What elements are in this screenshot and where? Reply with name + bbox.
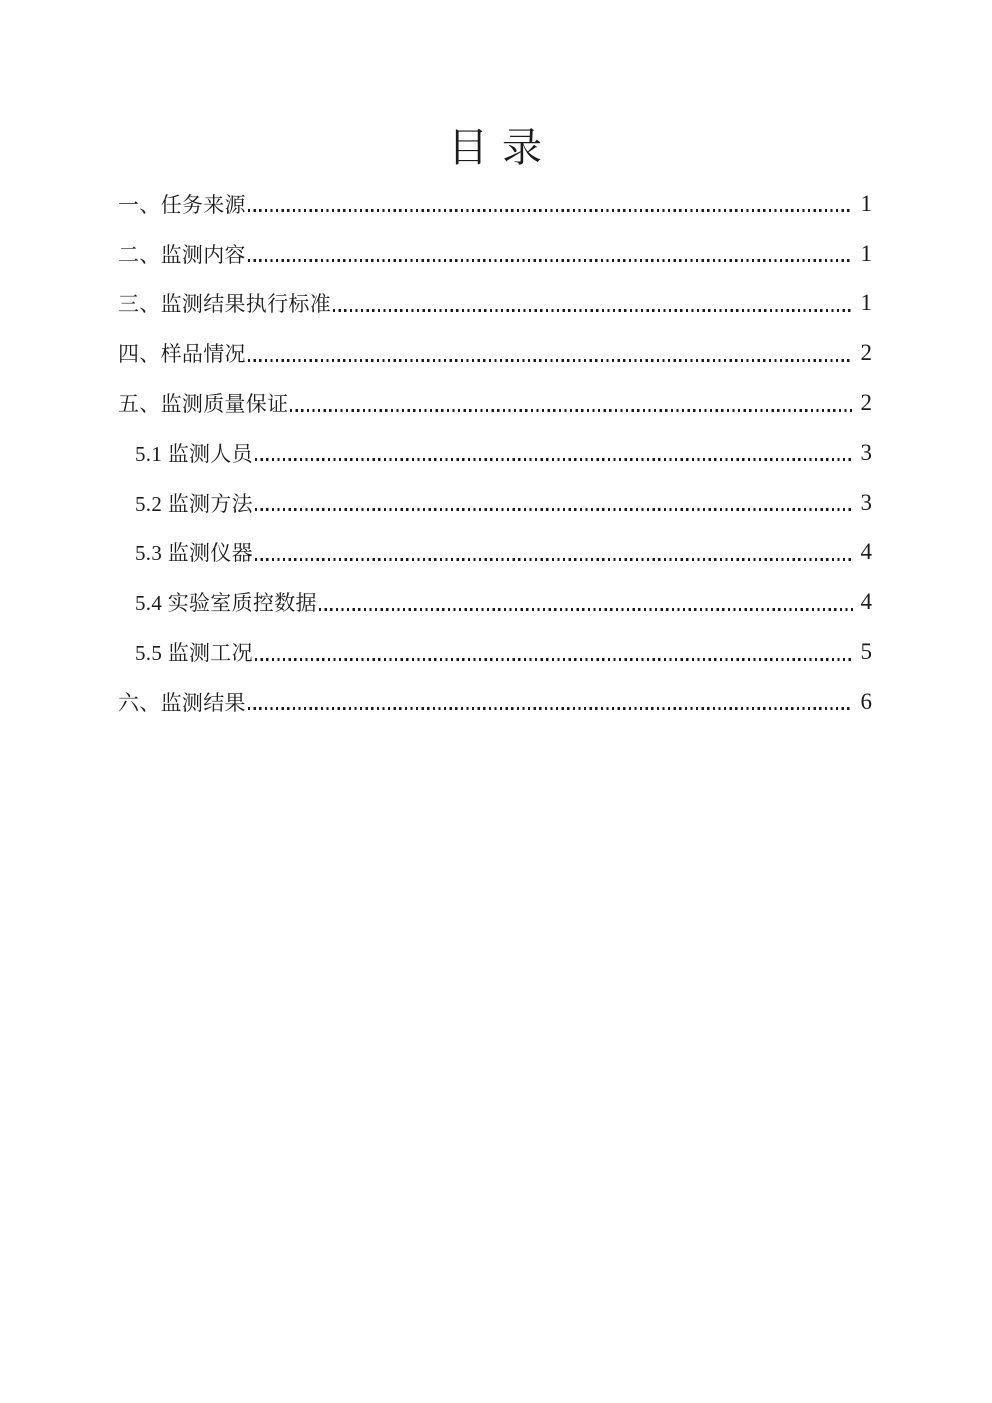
toc-entry-page: 1 xyxy=(860,190,872,216)
toc-entry[interactable] xyxy=(118,378,872,428)
toc-entry-label: 五、监测质量保证 xyxy=(118,392,289,417)
toc-dot-leader xyxy=(333,309,853,312)
toc-entry[interactable] xyxy=(118,627,872,677)
toc-dot-leader xyxy=(248,707,853,710)
toc-dot-leader xyxy=(255,458,853,461)
toc-entry[interactable] xyxy=(118,229,872,279)
toc-entry-page: 5 xyxy=(860,639,872,665)
toc-dot-leader xyxy=(248,359,853,362)
toc-dot-leader xyxy=(255,658,853,661)
toc-entry[interactable] xyxy=(118,478,872,528)
toc-entry-label: 六、监测结果 xyxy=(118,690,246,715)
toc-entry[interactable] xyxy=(118,528,872,578)
toc-dot-leader xyxy=(290,409,853,412)
toc-entry-page: 1 xyxy=(860,290,872,316)
toc-entry-label: 二、监测内容 xyxy=(118,242,246,267)
toc-dot-leader xyxy=(248,259,853,262)
toc-dot-leader xyxy=(255,508,853,511)
toc-entry-label: 5.4 实验室质控数据 xyxy=(135,591,317,616)
toc-entry-label: 四、样品情况 xyxy=(118,342,246,367)
toc-dot-leader xyxy=(255,558,853,561)
toc-entry-page: 2 xyxy=(860,390,872,416)
toc-entry-label: 5.5 监测工况 xyxy=(135,641,253,666)
toc-entry-label: 5.2 监测方法 xyxy=(135,491,253,516)
toc-entry-page: 2 xyxy=(860,340,872,366)
toc-entry-label: 5.3 监测仪器 xyxy=(135,541,253,566)
toc-entry[interactable] xyxy=(118,428,872,478)
toc-dot-leader xyxy=(248,209,853,212)
toc-entry-label: 一、任务来源 xyxy=(118,192,246,217)
toc-entry-page: 3 xyxy=(860,439,872,465)
toc-entry[interactable] xyxy=(118,179,872,229)
toc-entry-page: 4 xyxy=(860,589,872,615)
toc-entry[interactable] xyxy=(118,677,872,727)
toc-entry-page: 6 xyxy=(860,688,872,714)
toc-entry-label: 三、监测结果执行标准 xyxy=(118,292,331,317)
toc-list xyxy=(118,179,872,727)
toc-entry[interactable] xyxy=(118,577,872,627)
toc-entry-page: 1 xyxy=(860,240,872,266)
toc-entry[interactable] xyxy=(118,279,872,329)
toc-entry-page: 4 xyxy=(860,539,872,565)
toc-entry[interactable] xyxy=(118,328,872,378)
toc-dot-leader xyxy=(319,608,853,611)
toc-entry-page: 3 xyxy=(860,489,872,515)
toc-entry-label: 5.1 监测人员 xyxy=(135,441,253,466)
page-title: 目 录 xyxy=(448,125,544,170)
